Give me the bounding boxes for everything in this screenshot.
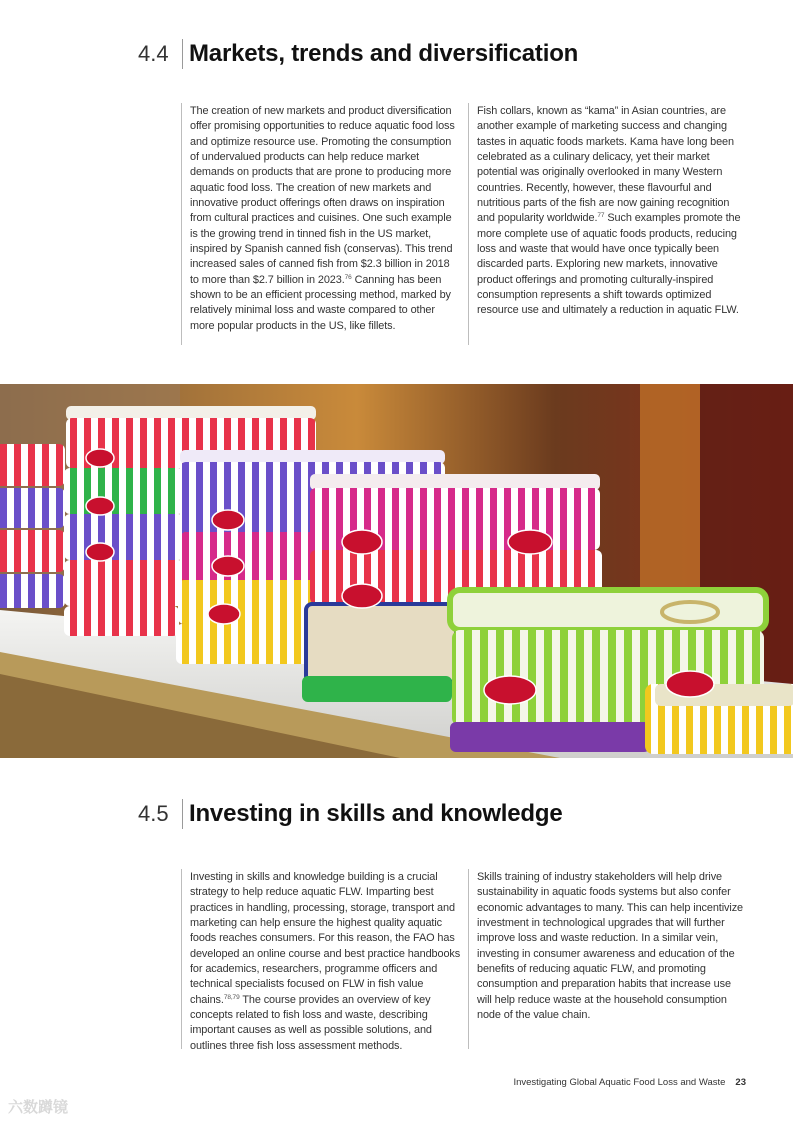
footer-title: Investigating Global Aquatic Food Loss and Waste [513, 1077, 726, 1088]
page-footer [513, 1077, 746, 1088]
paragraph-text: Such examples promote the more complete use of aquatic foods products, reducing loss and waste that would have once typically been discarded parts. Exploring new markets, innovative product offerings and promoting culturally-inspired consumption represents a shift towards optimized resource use and ultimately a reduction in aquatic FLW. [477, 212, 741, 317]
paragraph-text: Fish collars, known as “kama” in Asian countries, are another example of marketing success and changing tastes in aquatic foods markets. Kama have long been celebrated as a culinary delicacy, yet their market potential was originally overlooked in many Western countries. Recently, however, these flavourful and nutritious parts of the fish are now gaining recognition and popularity worldwide. [477, 105, 734, 225]
paragraph-text: The course provides an overview of key concepts related to fish loss and waste, describing important causes as well as possible solutions, and outlines three fish loss assessment methods. [190, 993, 432, 1052]
section-title: Markets, trends and diversification [189, 40, 579, 67]
photo-tinned-fish-cans [0, 384, 793, 758]
section-number: 4.4 [138, 41, 169, 66]
paragraph-text: Investing in skills and knowledge building is a crucial strategy to help reduce aquatic FLW. Imparting best practices in handling, processing, storage, transport and marketing can help ensure the highest quality aquatic foods reaches consumers. For this reason, the FAO has developed an online course and best practice handbooks for academics, researchers, programme officers and technical specialists focused on FLW in fish value chains. [190, 871, 461, 1006]
section-4-5-column-2 [477, 870, 748, 1023]
heading-divider [182, 39, 183, 69]
column-rule-left [181, 869, 182, 1049]
column-rule-middle [468, 869, 469, 1049]
column-rule-left [181, 103, 182, 345]
section-heading-4-5 [138, 799, 563, 829]
section-number: 4.5 [138, 801, 169, 826]
page-number: 23 [735, 1077, 746, 1088]
column-rule-middle [468, 103, 469, 345]
section-title: Investing in skills and knowledge [189, 800, 563, 827]
watermark: 六数蹲镜 [8, 1099, 69, 1116]
footnote-reference[interactable]: 77 [597, 212, 605, 220]
section-4-4-column-1 [190, 104, 461, 334]
section-4-4-column-2 [477, 104, 748, 319]
paragraph-text: Canning has been shown to be an efficient processing method, marked by relatively minimal loss and waste compared to other more popular products in the US, like fillets. [190, 273, 451, 332]
paragraph-text: The creation of new markets and product diversification offer promising opportunities to reduce aquatic food loss and optimize resource use. Promoting the consumption of undervalued products can help reduce market demands on products that are prone to producing more aquatic food loss. The creation of new markets and innovative product offerings often draws on inspiration from cultural practices and cuisines. One such example is the growing trend in tinned fish in the US market, inspired by Spanish canned fish (conservas). This trend increased sales of canned fish from $2.3 billion in 2018 to more than $2.7 billion in 2023. [190, 105, 455, 286]
paragraph-text: Skills training of industry stakeholders will help drive sustainability in aquatic foods systems but also confer economic advantages to many. This can help incentivize investment in technological upgrades that will further improve loss and waste reduction. In a similar vein, investing in consumer awareness and education of the benefits of reducing aquatic FLW, and promoting consumption and preparation habits that increase use will help reduce waste at the household consumption node of the value chain. [477, 871, 744, 1022]
footnote-reference[interactable]: 76 [344, 273, 352, 281]
section-heading-4-4 [138, 39, 578, 69]
section-4-5-column-1 [190, 870, 461, 1054]
footnote-reference[interactable]: 78,79 [223, 993, 240, 1001]
heading-divider [182, 799, 183, 829]
